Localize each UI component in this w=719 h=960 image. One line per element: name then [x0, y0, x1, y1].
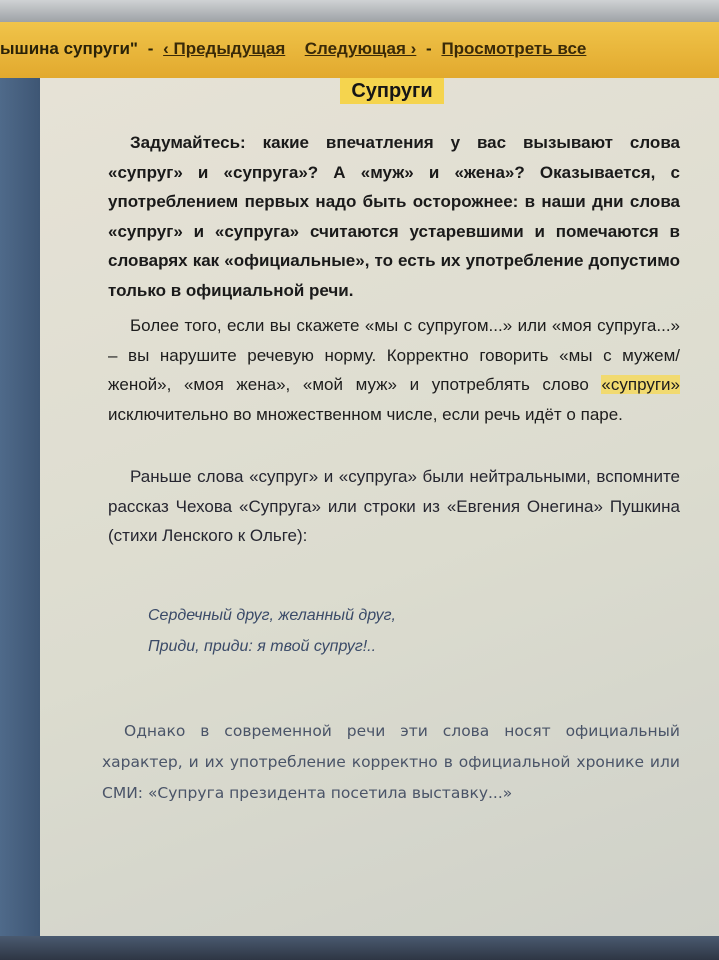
paragraph-text: исключительно во множественном числе, если речь идёт о паре. — [108, 404, 623, 424]
article-paragraph-4: Однако в современной речи эти слова носят официальный характер, и их употребление корректно в официальной хронике или СМИ: «Супруга президента посетила выставку...» — [102, 722, 680, 802]
article-nav-bar — [0, 22, 719, 78]
previous-link[interactable]: ‹ Предыдущая — [163, 39, 286, 58]
bottom-bar — [0, 936, 719, 960]
next-link[interactable]: Следующая › — [304, 39, 417, 58]
article-paragraph-2 — [108, 311, 680, 429]
paragraph-text: Более того, если вы скажете «мы с супругом...» или «моя супруга...» – вы нарушите речевую норму. Корректно говорить «мы с мужем/женой», «моя жена», «мой муж» и употреблять слово — [108, 316, 680, 394]
article-paragraph-1: Задумайтесь: какие впечатления у вас вызывают слова «супруг» и «супруга»? А «муж» и «жена»? Оказывается, с употреблением первых надо быть осторожнее: в наши дни слова «супруг» и «супруга» считаются устаревшими и помечаются в словарях как «официальные», то есть их употребление допустимо только в официальной речи. — [108, 133, 680, 300]
monitor-bezel — [0, 0, 719, 22]
poem-line: Сердечный друг, желанный друг, — [148, 607, 396, 624]
poem-line: Приди, приди: я твой супруг!.. — [148, 638, 377, 655]
highlighted-word: «супруги» — [601, 375, 680, 394]
view-all-link[interactable]: Просмотреть все — [441, 39, 587, 58]
poem-quote — [148, 600, 396, 662]
nav-separator: - — [426, 39, 432, 58]
current-article-title: ышина супруги" — [0, 39, 138, 58]
article-paragraph-3: Раньше слова «супруг» и «супруга» были нейтральными, вспомните рассказ Чехова «Супруга» или строки из «Евгения Онегина» Пушкина (стихи Ленского к Ольге): — [108, 467, 680, 545]
article-title: Супруги — [340, 78, 444, 104]
left-sidebar-rail — [0, 78, 40, 948]
nav-separator: - — [147, 39, 154, 58]
